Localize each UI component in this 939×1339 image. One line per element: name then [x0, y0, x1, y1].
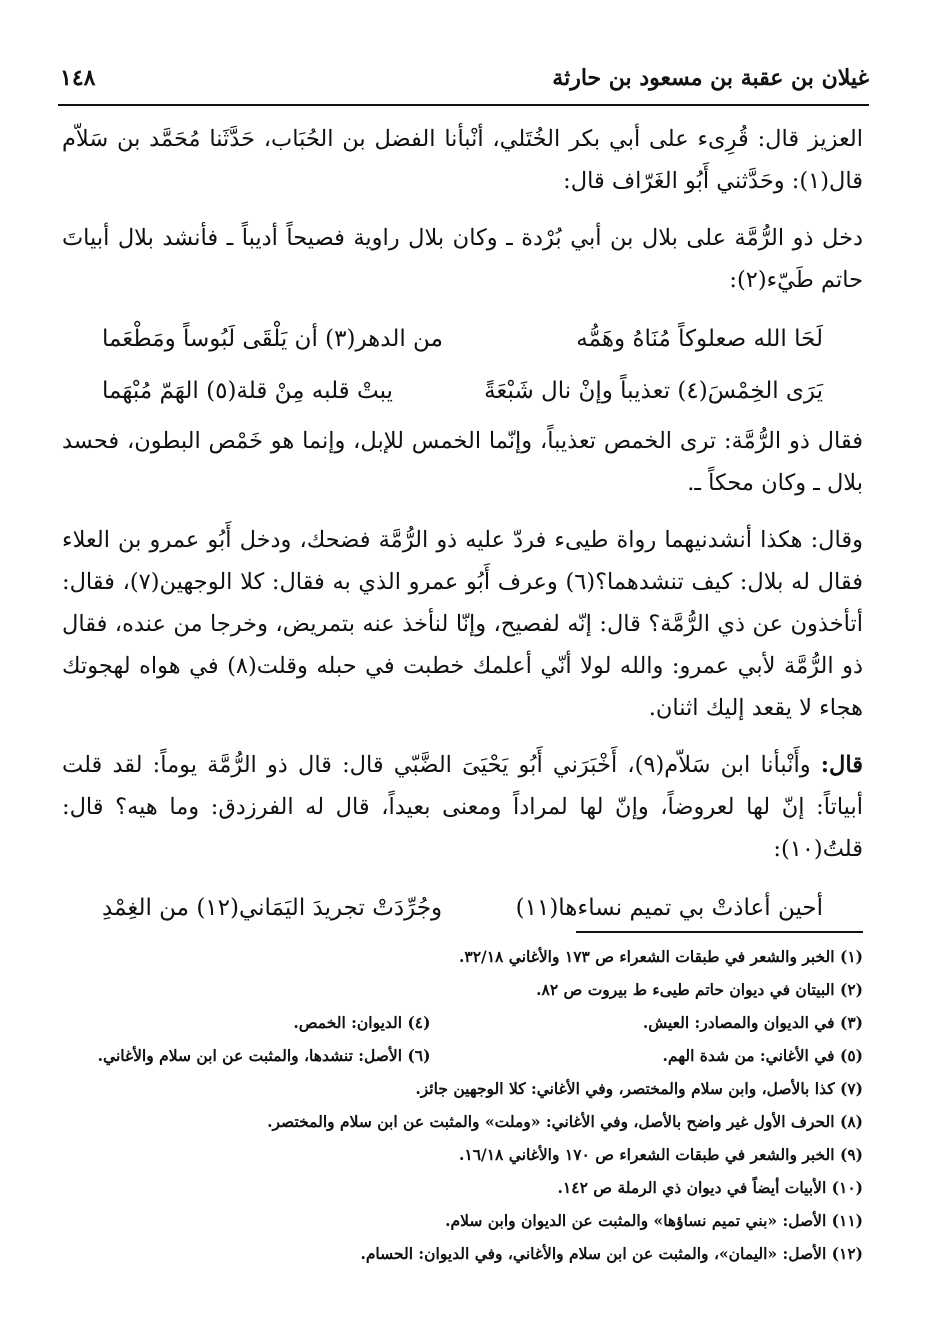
- paragraph-3: فقال ذو الرُّمَّة: ترى الخمص تعذيباً، وإنّما الخمس للإبل، وإنما هو خَمْص البطون، فحسد بلال ـ وكان محكاً ـ.: [62, 428, 863, 496]
- verse-line-1: [102, 316, 823, 362]
- header-rule: [58, 104, 869, 106]
- footnote-6: (٦) الأصل: تنشدها، والمثبت عن ابن سلام والأغاني.: [97, 1046, 431, 1065]
- footnote-7: (٧) كذا بالأصل، وابن سلام والمختصر، وفي الأغاني: كلا الوجهين جائز.: [415, 1079, 863, 1098]
- running-head: [60, 58, 869, 98]
- verse-2-first-hemistich: يَرَى الخِمْسَ(٤) تعذيباً وإنْ نال شَبْعَةً: [484, 378, 823, 404]
- footnote-2: (٢) البيتان في ديوان حاتم طيىء ط بيروت ص ٨٢.: [536, 980, 863, 999]
- page-number: ١٤٨: [60, 65, 96, 91]
- verse-line-3: [102, 885, 823, 931]
- footnote-row-5-6: [62, 1039, 863, 1072]
- footnote-1: (١) الخبر والشعر في طبقات الشعراء ص ١٧٣ والأغاني ٣٢/١٨.: [459, 947, 863, 966]
- verse-3-first-hemistich: أحين أعاذتْ بي تميم نساءها(١١): [515, 895, 823, 921]
- paragraph-5-lead: قال:: [820, 752, 864, 778]
- verse-1-second-hemistich: من الدهر(٣) أن يَلْقَى لَبُوساً ومَطْعَما: [102, 326, 443, 352]
- footnote-8: (٨) الحرف الأول غير واضح بالأصل، وفي الأغاني: «وملت» والمثبت عن ابن سلام والمختصر.: [267, 1112, 863, 1131]
- footnote-11: (١١) الأصل: «بني تميم نساؤها» والمثبت عن الديوان وابن سلام.: [445, 1211, 863, 1230]
- verse-1-first-hemistich: لَحَا الله صعلوكاً مُنَاهُ وهَمُّه: [576, 326, 823, 352]
- footnote-4: (٤) الديوان: الخمص.: [293, 1013, 431, 1032]
- footnote-row-3-4: [62, 1006, 863, 1039]
- paragraph-1: العزيز قال: قُرِىء على أبي بكر الخُتَلي، أنْبأنا الفضل بن الحُبَاب، حَدَّثَنا مُحَمَّد بن سَلاّم قال(١): وحَدَّثني أَبُو الغَرّاف قال:: [62, 126, 863, 194]
- main-text: [62, 118, 863, 937]
- verse-2-second-hemistich: يبتْ قلبه مِنْ قلة(٥) الهَمّ مُبْهَما: [102, 378, 393, 404]
- verse-3-second-hemistich: وجُرِّدَتْ تجريدَ اليَمَاني(١٢) من الغِمْدِ: [102, 895, 443, 921]
- paragraph-4: وقال: هكذا أنشدنيهما رواة طيىء فردّ عليه ذو الرُّمَّة فضحك، ودخل أَبُو عمرو بن العلاء فقال له بلال: كيف تنشدهما؟(٦) وعرف أَبُو عمرو الذي به فقال: كلا الوجهين(٧)، فقال: أتأخذون عن ذي الرُّمَّة؟ قال: إنّه لفصيح، وإنّا لنأخذ عنه بتمريض، وخرجا من عنده، فقال ذو الرُّمَّة لأبي عمرو: والله لولا أنّي أعلمك خطبت في حبله وقلت(٨) في هواه لهجوتك هجاء لا يقعد إليك اثنان.: [62, 527, 864, 721]
- footnote-10: (١٠) الأبيات أيضاً في ديوان ذي الرملة ص ١٤٢.: [557, 1178, 863, 1197]
- paragraph-5: [62, 744, 863, 870]
- footnotes-rule: [576, 931, 863, 933]
- footnotes: [62, 940, 863, 1270]
- paragraph-2: دخل ذو الرُّمَّة على بلال بن أبي بُرْدة ـ وكان بلال راوية فصيحاً أديباً ـ فأنشد بلال أبياتَ حاتم طَيّء(٢):: [62, 225, 863, 293]
- footnote-12: (١٢) الأصل: «اليمان»، والمثبت عن ابن سلام والأغاني، وفي الديوان: الحسام.: [360, 1244, 863, 1263]
- footnote-5: (٥) في الأغاني: من شدة الهم.: [662, 1046, 863, 1065]
- verse-line-2: [102, 368, 823, 414]
- footnote-3: (٣) في الديوان والمصادر: العيش.: [642, 1013, 863, 1032]
- running-title: غيلان بن عقبة بن مسعود بن حارثة: [552, 65, 869, 91]
- footnote-9: (٩) الخبر والشعر في طبقات الشعراء ص ١٧٠ والأغاني ١٦/١٨.: [459, 1145, 863, 1164]
- paragraph-5-text: وأَنْبأنا ابن سَلاّم(٩)، أَخْبَرَني أَبُو يَحْيَىَ الضَّبّي قال: قال ذو الرُّمَّة يوماً: لقد قلت أبياتاً: إنّ لها لعروضاً، وإنّ لها لمراداً ومعنى بعيداً، قال له الفرزدق: وما هيه؟ قال: قلتُ(١٠):: [62, 752, 863, 862]
